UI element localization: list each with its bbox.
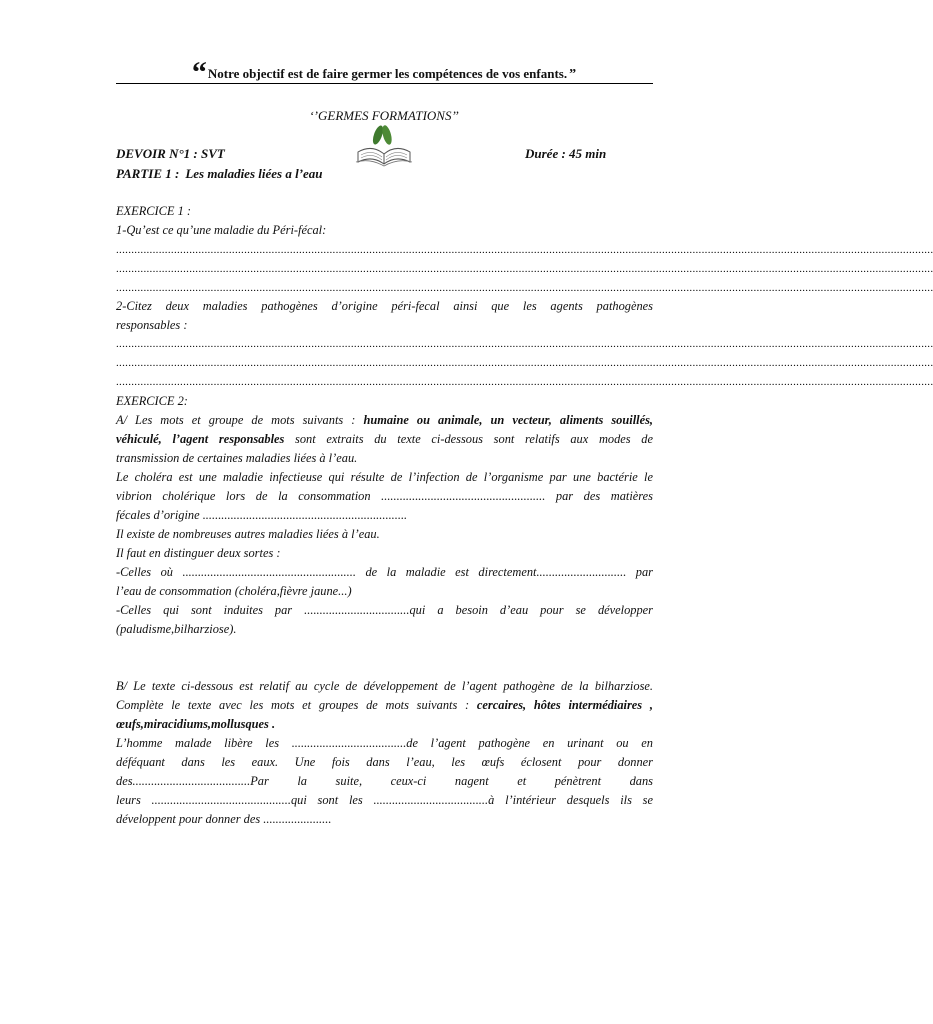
- slogan-text: Notre objectif est de faire germer les compétences de vos enfants.: [207, 66, 568, 81]
- exercise-2a-line: l’eau de consommation (choléra,fièvre jaune...): [116, 584, 352, 598]
- answer-line: ............................................................................................................................................................................................................................................................................: [116, 244, 933, 256]
- exercise-2b-line: développent pour donner des ......................: [116, 812, 332, 826]
- exercise-2a-line: transmission de certaines maladies liées à l’eau.: [116, 451, 358, 465]
- header-divider: [116, 83, 653, 84]
- exercise-2b-line: [116, 696, 653, 715]
- answer-line: ............................................................................................................................................................................................................................................................................: [116, 282, 933, 294]
- duration-label: Durée : 45 min: [525, 146, 607, 161]
- answer-line: ............................................................................................................................................................................................................................................................................: [116, 338, 933, 350]
- exercise-1-question-2: 2-Citez deux maladies pathogènes d’origine péri-fecal ainsi que les agents pathogènes: [116, 299, 653, 313]
- word-list: humaine ou animale, un vecteur, aliments souillés,: [363, 413, 653, 427]
- answer-line: ............................................................................................................................................................................................................................................................................: [116, 376, 933, 388]
- exercise-2a-line: [116, 411, 653, 430]
- answer-line: ............................................................................................................................................................................................................................................................................: [116, 357, 933, 369]
- word-list: œufs,miracidiums,mollusques .: [116, 717, 276, 731]
- exercise-2b-line: leurs .............................................qui sont les .....................................à l’intérieur desquels ils se: [116, 793, 653, 807]
- exercise-2a-line: Il existe de nombreuses autres maladies liées à l’eau.: [116, 527, 380, 541]
- instruction-text: sont extraits du texte ci-dessous sont relatifs aux modes de: [295, 432, 653, 446]
- exercise-2b-line: des......................................Par la suite, ceux-ci nagent et pénètrent dans: [116, 774, 653, 788]
- part-subtitle: Les maladies liées a l’eau: [185, 166, 323, 181]
- exercise-2b-line: L’homme malade libère les .....................................de l’agent pathogène en urinant ou en: [116, 736, 653, 750]
- exercise-1-question-2-cont: responsables :: [116, 318, 188, 332]
- exercise-2a-line: -Celles qui sont induites par ..................................qui a besoin d’eau pour se développer: [116, 603, 653, 617]
- exercise-2a-line: -Celles où ........................................................ de la maladie est directement............................. par: [116, 565, 653, 579]
- close-quote: ”: [569, 67, 577, 82]
- word-list: véhiculé, l’agent responsables: [116, 432, 285, 446]
- header-slogan: [0, 56, 768, 90]
- exercise-2a-line: vibrion cholérique lors de la consommation ..................................................... par des matières: [116, 489, 653, 503]
- exercise-2a-line: fécales d’origine ..................................................................: [116, 508, 408, 522]
- instruction-text: A/ Les mots et groupe de mots suivants :: [116, 413, 356, 427]
- exercise-2b-line: déféquant dans les eaux. Une fois dans l’eau, les œufs éclosent pour donner: [116, 755, 653, 769]
- exercise-2a-line: Il faut en distinguer deux sortes :: [116, 546, 281, 560]
- exercise-2a-line: Le choléra est une maladie infectieuse qui résulte de l’infection de l’organisme par une bactérie le: [116, 470, 653, 484]
- brand-name: ‘’GERMES FORMATIONS’’: [309, 108, 459, 123]
- open-quote: “: [191, 56, 207, 89]
- exercise-1-question-1: 1-Qu’est ce qu’une maladie du Péri-fécal:: [116, 223, 327, 237]
- instruction-text: Complète le texte avec les mots et groupes de mots suivants :: [116, 698, 470, 712]
- part-label: PARTIE 1 :: [116, 166, 180, 181]
- answer-line: ............................................................................................................................................................................................................................................................................: [116, 263, 933, 275]
- assignment-title: DEVOIR N°1 : SVT: [116, 146, 225, 161]
- exercise-2a-line: [116, 430, 653, 449]
- exercise-2-title: EXERCICE 2:: [116, 394, 188, 408]
- exercise-2a-line: (paludisme,bilharziose).: [116, 622, 237, 636]
- exercise-1-title: EXERCICE 1 :: [116, 204, 192, 218]
- open-book-with-leaves-icon: [352, 124, 416, 170]
- word-list: cercaires, hôtes intermédiaires ,: [476, 698, 653, 712]
- part-title: [116, 166, 323, 182]
- exercise-2b-line: B/ Le texte ci-dessous est relatif au cycle de développement de l’agent pathogène de la bilharziose.: [116, 679, 653, 693]
